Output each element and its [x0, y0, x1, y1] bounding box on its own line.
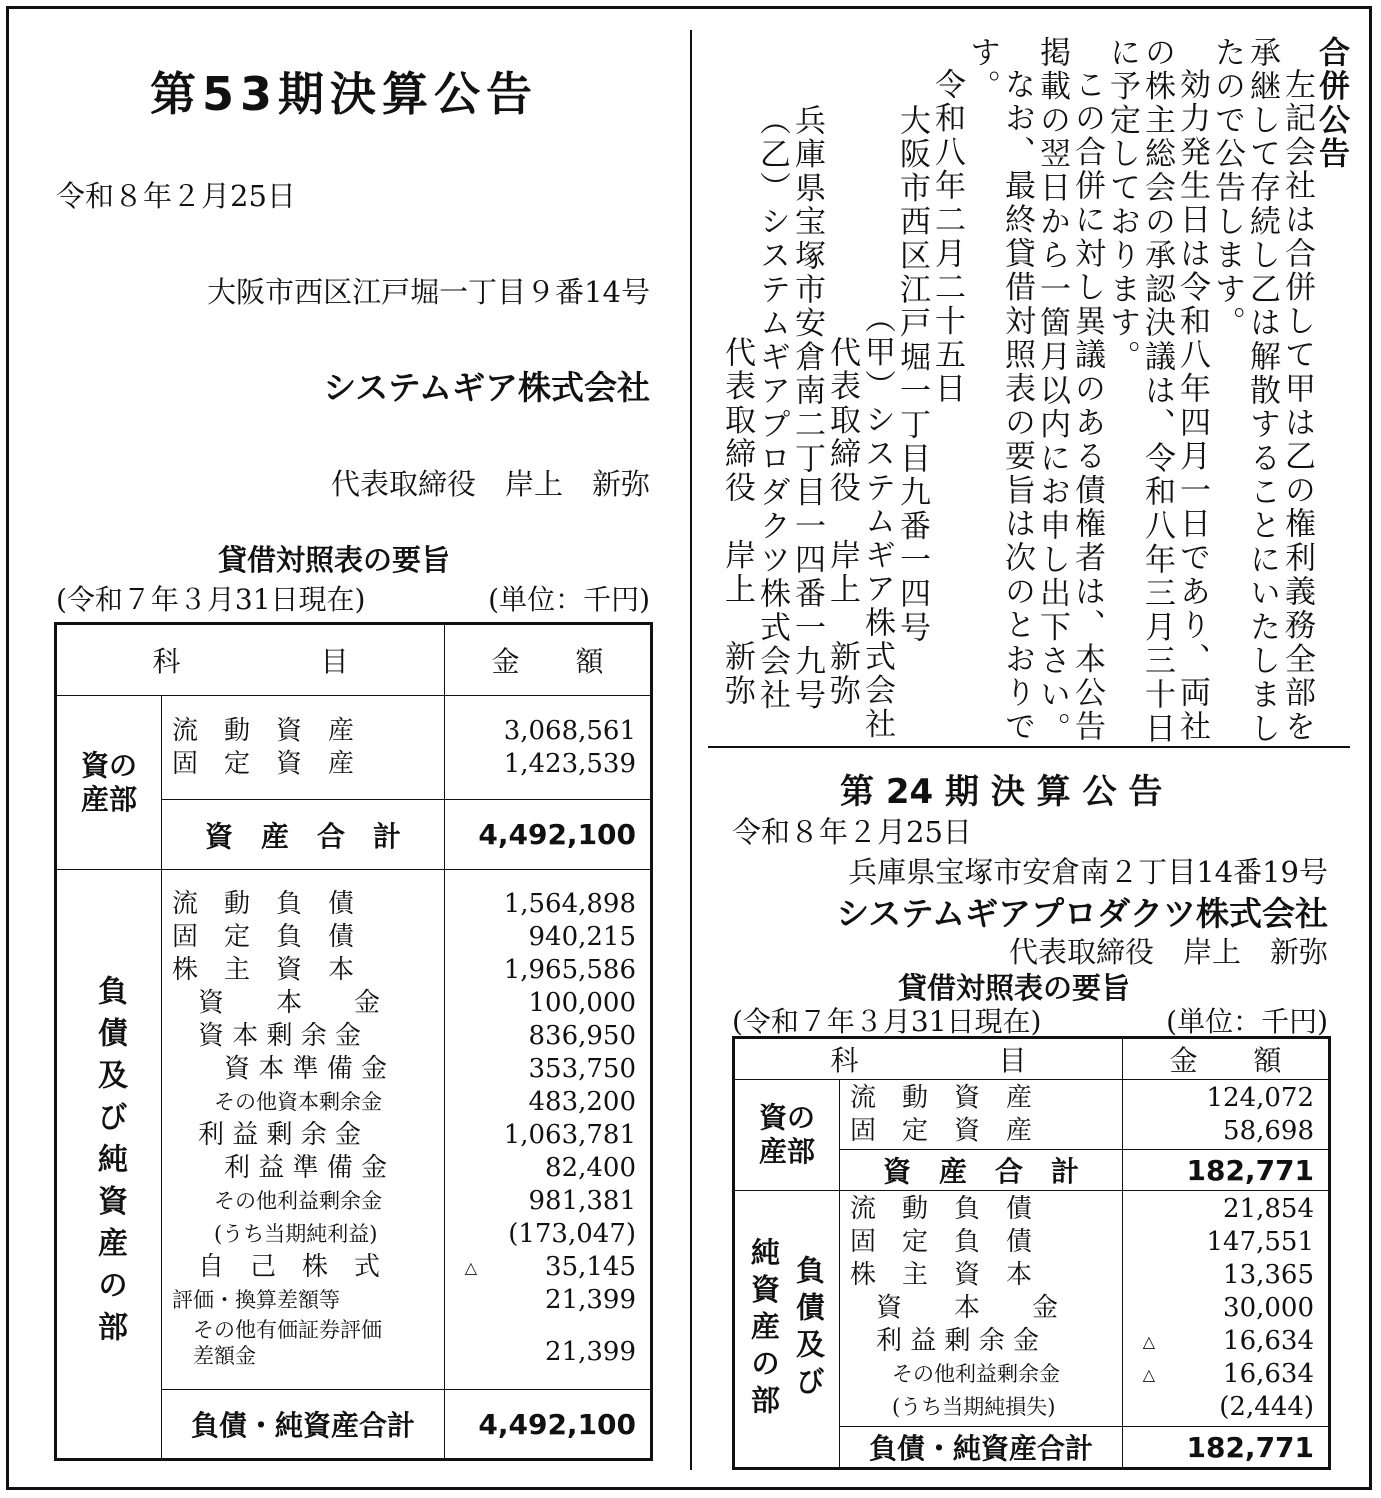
right-liab-value: (2,444): [1219, 1392, 1315, 1422]
right-liab-section: 負債及び 純資産の部: [734, 1191, 840, 1469]
left-assets-section: 資の 産部: [56, 696, 162, 870]
left-as-of: (令和７年３月31日現在): [56, 583, 366, 616]
right-liab-label: 固 定 負 債: [850, 1227, 1033, 1257]
left-liab-label: 資 本 準 備 金: [172, 1054, 388, 1084]
triangle-mark: △: [1142, 1365, 1156, 1384]
right-liab-value: △ 16,634: [1123, 1358, 1328, 1391]
merger-line: の株主総会の承認決議は、令和八年三月三十日: [1139, 36, 1175, 746]
left-liab-total-label: 負債・純資産合計: [162, 1390, 445, 1460]
right-title: 第 24 期 決 算 公 告: [840, 772, 1163, 812]
left-liab-label: (うち当期純利益): [172, 1222, 378, 1246]
right-liab-label: 利 益 剰 余 金: [850, 1326, 1040, 1356]
left-header-amount: 金 額: [445, 624, 652, 696]
left-liab-label: 資 本 金: [172, 988, 381, 1018]
left-asset-label: 固 定 資 産: [172, 748, 355, 779]
left-assets-values: [445, 696, 652, 800]
left-liab-value: 21,399: [545, 1337, 637, 1367]
right-liab-label: その他利益剰余金: [850, 1362, 1060, 1386]
right-liab-value: 21,854: [1223, 1194, 1315, 1224]
merger-line: 承継して存続し乙は解散することにいたしまし: [1244, 36, 1280, 746]
right-liab-label: 流 動 負 債: [850, 1194, 1033, 1224]
right-liab-label: (うち当期純損失): [850, 1395, 1056, 1419]
left-asset-value: 3,068,561: [503, 715, 637, 746]
left-liab-value: 1,063,781: [503, 1120, 637, 1150]
left-liab-section: 負債及び純資産の部: [56, 870, 162, 1460]
right-asset-label: 流 動 資 産: [850, 1082, 1033, 1113]
left-liab-value: 353,750: [528, 1054, 637, 1084]
left-liab-label: 自 己 株 式: [172, 1252, 381, 1282]
merger-line: 効力発生日は令和八年四月一日であり、両社: [1174, 68, 1210, 744]
left-liab-label: 利 益 剰 余 金: [172, 1120, 362, 1150]
merger-line: 兵庫県宝塚市安倉南二丁目一四番一九号: [789, 104, 825, 713]
right-asset-value: 124,072: [1206, 1082, 1315, 1113]
left-liab-label: 差額金: [172, 1344, 256, 1368]
left-unit: (単位：千円): [488, 583, 650, 616]
left-liab-label: その他利益剰余金: [172, 1189, 382, 1213]
right-assets-total: 182,771: [1123, 1150, 1330, 1191]
left-assets-total: 4,492,100: [445, 800, 652, 870]
left-title: 第53期決算公告: [150, 67, 539, 121]
left-bs-title: 貸借対照表の要旨: [218, 543, 451, 577]
left-header-item: 科 目: [56, 624, 445, 696]
right-liab-value: 147,551: [1206, 1227, 1315, 1257]
merger-line: に予定しております。: [1104, 36, 1140, 374]
right-liab-value: 13,365: [1223, 1260, 1315, 1290]
right-company: システムギアプロダクツ株式会社: [836, 894, 1328, 933]
left-asset-value: 1,423,539: [503, 748, 637, 779]
left-representative: 代表取締役 岸上 新弥: [330, 467, 650, 501]
right-assets-section: 資の 産部: [734, 1080, 840, 1191]
column-divider: [690, 30, 692, 1470]
right-assets-labels: [840, 1080, 1123, 1150]
left-assets-total-label: 資 産 合 計: [162, 800, 445, 870]
right-liab-value: 30,000: [1223, 1293, 1315, 1323]
left-liab-value: 82,400: [545, 1153, 637, 1183]
left-liab-value: 1,564,898: [503, 889, 637, 919]
right-liab-values: [1123, 1191, 1330, 1427]
left-liab-values: [445, 870, 652, 1390]
left-liab-label: その他資本剰余金: [172, 1090, 382, 1114]
left-liab-label: 資 本 剰 余 金: [172, 1021, 362, 1051]
right-liab-total-label: 負債・純資産合計: [840, 1427, 1123, 1469]
left-liab-value: 100,000: [528, 988, 637, 1018]
left-liab-labels: [162, 870, 445, 1390]
right-as-of: (令和７年３月31日現在): [732, 1005, 1042, 1038]
left-assets-labels: [162, 696, 445, 800]
left-liab-total: 4,492,100: [445, 1390, 652, 1460]
right-unit: (単位：千円): [1166, 1005, 1328, 1038]
left-date: 令和８年２月25日: [56, 179, 296, 213]
merger-line: 大阪市西区江戸堀一丁目九番一四号: [894, 104, 930, 645]
merger-line: （乙）システムギアプロダクツ株式会社: [754, 104, 790, 713]
merger-title: 合併公告: [1313, 36, 1349, 172]
merger-line: （甲）システムギア株式会社: [859, 302, 895, 742]
left-liab-value: 836,950: [528, 1021, 637, 1051]
right-balance-sheet: [732, 1036, 1331, 1470]
left-liab-value: △ 35,145: [445, 1251, 650, 1284]
left-liab-label: 利 益 準 備 金: [172, 1153, 388, 1183]
left-liab-label: 流 動 負 債: [172, 889, 355, 919]
right-address: 兵庫県宝塚市安倉南２丁目14番19号: [848, 855, 1328, 889]
left-liab-value: 21,399: [545, 1285, 637, 1315]
section-divider: [708, 746, 1350, 748]
left-liab-label: その他有価証券評価: [172, 1318, 382, 1342]
triangle-mark: △: [1142, 1332, 1156, 1351]
left-asset-label: 流 動 資 産: [172, 715, 355, 746]
right-header-amount: 金 額: [1123, 1038, 1330, 1080]
left-liab-label: 評価・換算差額等: [172, 1288, 340, 1312]
merger-line: たので公告します。: [1209, 36, 1245, 341]
left-liab-value: 981,381: [528, 1186, 637, 1216]
merger-line: 令和八年二月二十五日: [929, 68, 965, 406]
right-bs-title: 貸借対照表の要旨: [898, 971, 1131, 1005]
right-assets-total-label: 資 産 合 計: [840, 1150, 1123, 1191]
right-header-item: 科 目: [734, 1038, 1123, 1080]
left-liab-value: 483,200: [528, 1087, 637, 1117]
merger-line: 左記会社は合併して甲は乙の権利義務全部を: [1279, 68, 1315, 744]
left-liab-label: 株 主 資 本: [172, 955, 355, 985]
right-asset-label: 固 定 資 産: [850, 1115, 1033, 1146]
merger-line: す。: [964, 36, 1000, 104]
left-liab-label: 固 定 負 債: [172, 922, 355, 952]
left-address: 大阪市西区江戸堀一丁目９番14号: [207, 275, 650, 309]
left-liab-value: (173,047): [508, 1219, 637, 1249]
right-asset-value: 58,698: [1223, 1115, 1315, 1146]
merger-line: 掲載の翌日から一箇月以内にお申し出下さい。: [1034, 36, 1070, 746]
right-liab-labels: [840, 1191, 1123, 1427]
left-company: システムギア株式会社: [323, 368, 650, 407]
right-liab-total: 182,771: [1123, 1427, 1330, 1469]
merger-line: なお、最終貸借対照表の要旨は次のとおりで: [999, 68, 1035, 744]
merger-line: 代表取締役 岸上 新弥: [719, 336, 755, 708]
right-liab-value: △ 16,634: [1123, 1325, 1328, 1358]
right-assets-values: [1123, 1080, 1330, 1150]
right-date: 令和８年２月25日: [732, 815, 972, 849]
right-liab-label: 資 本 金: [850, 1293, 1059, 1323]
triangle-mark: △: [464, 1258, 478, 1277]
right-liab-label: 株 主 資 本: [850, 1260, 1033, 1290]
merger-line: この合併に対し異議のある債権者は、本公告: [1069, 68, 1105, 744]
merger-line: 代表取締役 岸上 新弥: [824, 336, 860, 708]
left-balance-sheet: [54, 622, 653, 1461]
left-liab-value: 1,965,586: [503, 955, 637, 985]
right-representative: 代表取締役 岸上 新弥: [1008, 935, 1328, 969]
left-liab-value: 940,215: [528, 922, 637, 952]
